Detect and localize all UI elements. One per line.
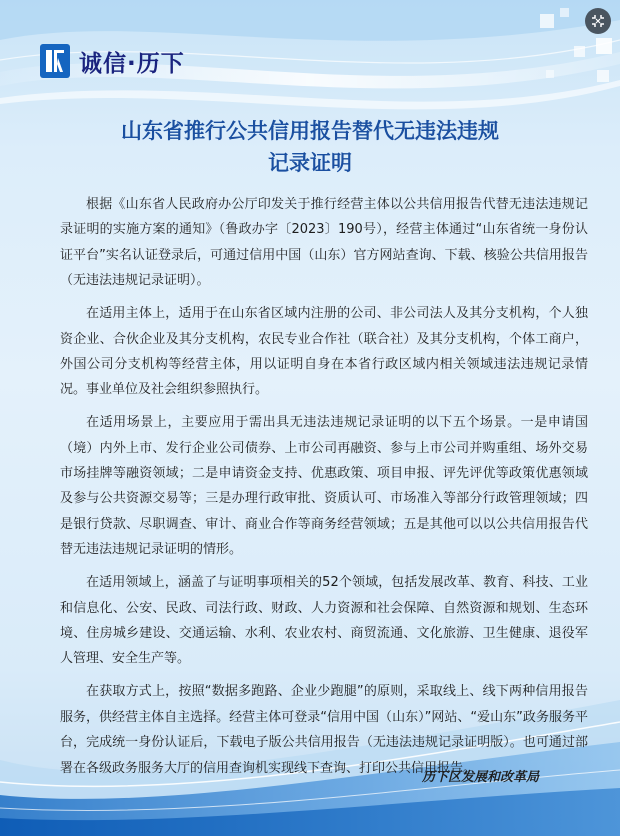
- fullscreen-exit-icon: [591, 14, 605, 28]
- document-title-line-1: 山东省推行公共信用报告替代无违法违规: [121, 119, 499, 143]
- document-body: [60, 192, 588, 788]
- paragraph-access-methods: 在获取方式上，按照“数据多跑路、企业少跑腿”的原则，采取线上、线下两种信用报告服务，供经营主体自主选择。经营主体可登录“信用中国（山东）”网站、“爱山东”政务服务平台，完成统一身份认证后，下载电子版公共信用报告（无违法违规记录证明版）。也可通过部署在各级政务服务大厅的信用查询机实现线下查询、打印公共信用报告。: [60, 684, 588, 776]
- brand-logo-icon: [40, 44, 70, 78]
- fullscreen-exit-button[interactable]: [585, 8, 611, 34]
- brand-logo: [40, 44, 185, 78]
- paragraph-applicable-subjects: 在适用主体上，适用于在山东省区域内注册的公司、非公司法人及其分支机构，个人独资企业、合伙企业及其分支机构，农民专业合作社（联合社）及其分支机构，个体工商户，外国公司分支机构等经营主体，用以证明自身在本省行政区域内相关领域违法违规记录情况。事业单位及社会组织参照执行。: [60, 306, 588, 398]
- paragraph-applicable-scenarios: 在适用场景上，主要应用于需出具无违法违规记录证明的以下五个场景。一是申请国（境）内外上市、发行企业公司债券、上市公司再融资、参与上市公司并购重组、场外交易市场挂牌等融资领域；二是申请资金支持、优惠政策、项目申报、评先评优等政策优惠领域及参与公共资源交易等；三是办理行政审批、资质认可、市场准入等部分行政管理领域；四是银行贷款、尽职调查、审计、商业合作等商务经营领域；五是其他可以以公共信用报告代替无违法违规记录证明的情形。: [60, 415, 588, 558]
- paragraph-applicable-fields: 在适用领域上，涵盖了与证明事项相关的52个领域，包括发展改革、教育、科技、工业和信息化、公安、民政、司法行政、财政、人力资源和社会保障、自然资源和规划、生态环境、住房城乡建设、交通运输、水利、农业农村、商贸流通、文化旅游、卫生健康、退役军人管理、安全生产等。: [60, 575, 588, 667]
- brand-logo-text: 诚信·历下: [79, 50, 185, 77]
- issuer-signature: 历下区发展和改革局: [422, 770, 540, 785]
- paragraph-basis: 根据《山东省人民政府办公厅印发关于推行经营主体以公共信用报告代替无违法违规记录证明的实施方案的通知》（鲁政办字〔2023〕190号），经营主体通过“山东省统一身份认证平台”实名认证登录后，可通过信用中国（山东）官方网站查询、下载、核验公共信用报告（无违法违规记录证明）。: [60, 197, 588, 289]
- document-title-line-2: 记录证明: [268, 151, 352, 175]
- document-title: [60, 115, 560, 179]
